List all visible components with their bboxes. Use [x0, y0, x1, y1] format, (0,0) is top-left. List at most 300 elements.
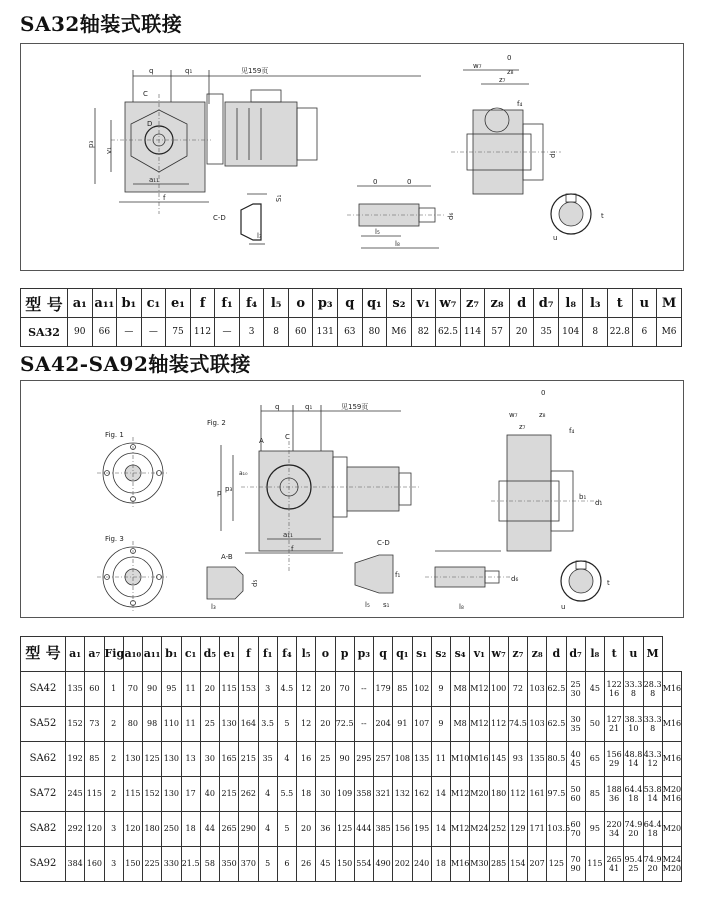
header-cell: f: [190, 289, 215, 318]
value-cell: 30: [316, 777, 335, 812]
value-cell: 3: [104, 812, 123, 847]
value-cell: 195: [412, 812, 431, 847]
value-cell: 285: [489, 847, 508, 882]
table-row: [21, 707, 682, 742]
value-cell: 265: [220, 812, 239, 847]
value-cell: 20: [200, 672, 219, 707]
sa42-sa92-dimension-drawing: [21, 381, 683, 617]
value-cell: —: [141, 318, 166, 347]
value-cell: 180: [489, 777, 508, 812]
value-cell: 95: [585, 812, 604, 847]
header-cell: v₁: [470, 637, 489, 672]
value-cell: 66: [92, 318, 117, 347]
value-cell: 103.5: [547, 812, 566, 847]
header-cell: f₁: [215, 289, 240, 318]
header-cell: l₃: [583, 289, 608, 318]
dim-w7: w₇: [473, 62, 482, 70]
value-cell: 12: [297, 707, 316, 742]
value-cell: 444: [354, 812, 373, 847]
value-cell: 130: [220, 707, 239, 742]
value-cell: 60 70: [566, 812, 585, 847]
label-fig2: Fig. 2: [207, 419, 226, 427]
value-cell: 262: [239, 777, 258, 812]
dim2-q: q: [275, 403, 280, 411]
table-row: [21, 812, 682, 847]
value-cell: 171: [528, 812, 547, 847]
value-cell: 3: [239, 318, 264, 347]
value-cell: 25: [316, 742, 335, 777]
value-cell: 82: [411, 318, 436, 347]
header-cell: Fig: [104, 637, 123, 672]
label2-a: A: [259, 437, 264, 445]
value-cell: 109: [335, 777, 354, 812]
header-cell: d: [547, 637, 566, 672]
value-cell: 240: [412, 847, 431, 882]
value-cell: 73: [85, 707, 104, 742]
value-cell: 102: [412, 672, 431, 707]
value-cell: 30 35: [566, 707, 585, 742]
header-cell: c₁: [141, 289, 166, 318]
model-cell: SA32: [21, 318, 68, 347]
header-cell: o: [288, 289, 313, 318]
dim2-s1: s₁: [383, 601, 390, 609]
dim2-f: f: [291, 545, 294, 553]
value-cell: 30: [200, 742, 219, 777]
model-cell: SA82: [21, 812, 66, 847]
dim-t: t: [601, 212, 604, 220]
value-cell: 43.3 12: [643, 742, 662, 777]
dim-f: f: [163, 194, 166, 202]
value-cell: 95: [162, 672, 181, 707]
value-cell: 8: [583, 318, 608, 347]
header-cell: d₅: [200, 637, 219, 672]
value-cell: 97.5: [547, 777, 566, 812]
value-cell: 131: [313, 318, 338, 347]
header-cell: a₁: [66, 637, 85, 672]
header-cell: l₅: [264, 289, 289, 318]
value-cell: 90: [143, 672, 162, 707]
label2-cd: C-D: [377, 539, 390, 547]
value-cell: M12: [470, 672, 489, 707]
value-cell: 50: [585, 707, 604, 742]
value-cell: 98: [143, 707, 162, 742]
value-cell: 358: [354, 777, 373, 812]
value-cell: 72: [508, 672, 527, 707]
value-cell: 108: [393, 742, 412, 777]
header-cell: a₇: [85, 637, 104, 672]
value-cell: 63: [338, 318, 363, 347]
value-cell: 252: [489, 812, 508, 847]
value-cell: M6: [657, 318, 682, 347]
value-cell: M20 M16: [662, 777, 681, 812]
value-cell: 4: [258, 777, 277, 812]
header-cell: p: [335, 637, 354, 672]
value-cell: 3: [104, 847, 123, 882]
value-cell: 20: [297, 812, 316, 847]
value-cell: 40: [200, 777, 219, 812]
model-cell: SA42: [21, 672, 66, 707]
header-cell: q: [338, 289, 363, 318]
value-cell: 554: [354, 847, 373, 882]
value-cell: 3: [258, 672, 277, 707]
value-cell: 180: [143, 812, 162, 847]
value-cell: 22.8: [608, 318, 633, 347]
value-cell: M12: [451, 777, 470, 812]
value-cell: 295: [354, 742, 373, 777]
dim-v1: v₁: [105, 147, 113, 154]
value-cell: 2: [104, 742, 123, 777]
value-cell: 36: [316, 812, 335, 847]
value-cell: 245: [66, 777, 85, 812]
dim-d1: d₁: [549, 150, 557, 158]
table-row: [21, 742, 682, 777]
dim2-f1: f₁: [395, 571, 401, 579]
value-cell: 62.5: [547, 672, 566, 707]
header-cell: z₈: [528, 637, 547, 672]
value-cell: 5.5: [277, 777, 296, 812]
value-cell: 16: [297, 742, 316, 777]
dim2-p: p: [217, 489, 222, 497]
value-cell: 321: [374, 777, 393, 812]
value-cell: 80: [362, 318, 387, 347]
table-row: [21, 672, 682, 707]
value-cell: M20: [662, 812, 681, 847]
dim2-a11: a₁₁: [283, 531, 293, 539]
value-cell: 6: [632, 318, 657, 347]
dim-l8: l₈: [395, 240, 400, 248]
value-cell: 35: [258, 742, 277, 777]
dim2-d5: d₅: [251, 579, 259, 587]
value-cell: —: [117, 318, 142, 347]
dim2-l8: l₈: [459, 603, 464, 611]
value-cell: 20: [316, 672, 335, 707]
dim-d6: d₆: [447, 212, 455, 220]
value-cell: 152: [66, 707, 85, 742]
header-cell: f₁: [258, 637, 277, 672]
value-cell: M20: [470, 777, 489, 812]
value-cell: 490: [374, 847, 393, 882]
value-cell: 215: [239, 742, 258, 777]
value-cell: 6: [277, 847, 296, 882]
value-cell: M16: [451, 847, 470, 882]
value-cell: 115: [123, 777, 142, 812]
value-cell: 18: [431, 847, 450, 882]
dim2-z8: z₈: [539, 411, 546, 419]
header-cell: o: [316, 637, 335, 672]
dim-s1: S₁: [275, 194, 283, 202]
value-cell: --: [354, 707, 373, 742]
value-cell: 265 41: [605, 847, 624, 882]
value-cell: 18: [181, 812, 200, 847]
value-cell: 103: [528, 672, 547, 707]
value-cell: 215: [220, 777, 239, 812]
header-cell: M: [657, 289, 682, 318]
table-row: [21, 318, 682, 347]
value-cell: 45: [316, 847, 335, 882]
value-cell: 384: [66, 847, 85, 882]
header-cell: f₄: [239, 289, 264, 318]
value-cell: M16: [662, 672, 681, 707]
label-fig1: Fig. 1: [105, 431, 124, 439]
dim2-q1: q₁: [305, 403, 313, 411]
header-cell: z₈: [485, 289, 510, 318]
value-cell: 153: [239, 672, 258, 707]
value-cell: M12: [470, 707, 489, 742]
dim-z7: z₇: [499, 76, 506, 84]
value-cell: 28.3 8: [643, 672, 662, 707]
dim-z8: z₈: [507, 68, 514, 76]
dim-p3: p₃: [87, 140, 95, 148]
value-cell: 330: [162, 847, 181, 882]
value-cell: 57: [485, 318, 510, 347]
value-cell: 385: [374, 812, 393, 847]
label2-ab: A-B: [221, 553, 233, 561]
value-cell: 70: [123, 672, 142, 707]
value-cell: M6: [387, 318, 412, 347]
table-row: [21, 847, 682, 882]
value-cell: 4.5: [277, 672, 296, 707]
table-header-row: [21, 289, 682, 318]
value-cell: 80.5: [547, 742, 566, 777]
dim-q: q: [149, 67, 154, 75]
value-cell: 250: [162, 812, 181, 847]
value-cell: 3.5: [258, 707, 277, 742]
value-cell: 207: [528, 847, 547, 882]
header-cell: l₈: [558, 289, 583, 318]
header-cell: l₈: [585, 637, 604, 672]
header-cell: q₁: [362, 289, 387, 318]
value-cell: 107: [412, 707, 431, 742]
value-cell: 5: [258, 847, 277, 882]
value-cell: 35: [534, 318, 559, 347]
value-cell: M24: [470, 812, 489, 847]
value-cell: 60: [288, 318, 313, 347]
header-cell: v₁: [411, 289, 436, 318]
value-cell: 112: [190, 318, 215, 347]
header-cell: u: [624, 637, 643, 672]
value-cell: 125: [143, 742, 162, 777]
value-cell: M24 M20: [662, 847, 681, 882]
header-cell: M: [643, 637, 662, 672]
value-cell: M16: [470, 742, 489, 777]
value-cell: 20: [509, 318, 534, 347]
value-cell: 13: [181, 742, 200, 777]
value-cell: 33.3 8: [624, 672, 643, 707]
value-cell: 114: [460, 318, 485, 347]
value-cell: 127 21: [605, 707, 624, 742]
value-cell: 18: [297, 777, 316, 812]
header-cell: z₇: [460, 289, 485, 318]
value-cell: 115: [220, 672, 239, 707]
value-cell: 64.4 18: [624, 777, 643, 812]
value-cell: 156 29: [605, 742, 624, 777]
value-cell: 44: [200, 812, 219, 847]
value-cell: 179: [374, 672, 393, 707]
header-cell: t: [605, 637, 624, 672]
sa42-sa92-spec-table: [20, 636, 682, 882]
header-cell: l₅: [297, 637, 316, 672]
header-cell: s₂: [431, 637, 450, 672]
value-cell: 21.5: [181, 847, 200, 882]
value-cell: 90: [335, 742, 354, 777]
header-cell: p₃: [313, 289, 338, 318]
value-cell: 60: [85, 672, 104, 707]
value-cell: 9: [431, 707, 450, 742]
value-cell: 161: [528, 777, 547, 812]
value-cell: 48.8 14: [624, 742, 643, 777]
value-cell: 33.3 8: [643, 707, 662, 742]
dim-l5: l₅: [375, 228, 380, 236]
value-cell: 225: [143, 847, 162, 882]
section2-title: SA42-SA92轴装式联接: [20, 352, 251, 376]
header-cell: u: [632, 289, 657, 318]
value-cell: 112: [508, 777, 527, 812]
dim-l3: l₃: [257, 232, 262, 240]
dim2-f4: f₄: [569, 427, 575, 435]
header-cell: a₁₀: [123, 637, 142, 672]
value-cell: 90: [68, 318, 93, 347]
value-cell: 93: [508, 742, 527, 777]
value-cell: 64.4 18: [643, 812, 662, 847]
value-cell: 125: [547, 847, 566, 882]
value-cell: 11: [181, 672, 200, 707]
value-cell: 50 60: [566, 777, 585, 812]
value-cell: 125: [335, 812, 354, 847]
model-cell: SA92: [21, 847, 66, 882]
value-cell: 70 90: [566, 847, 585, 882]
value-cell: M16: [662, 707, 681, 742]
value-cell: 350: [220, 847, 239, 882]
value-cell: 58: [200, 847, 219, 882]
value-cell: M8: [451, 672, 470, 707]
model-cell: SA62: [21, 742, 66, 777]
value-cell: M10: [451, 742, 470, 777]
value-cell: 74.9 20: [624, 812, 643, 847]
value-cell: 130: [123, 742, 142, 777]
dim-u: u: [553, 234, 558, 242]
dim2-w7: w₇: [509, 411, 518, 419]
value-cell: 130: [162, 742, 181, 777]
header-cell: t: [608, 289, 633, 318]
value-cell: 95.4 25: [624, 847, 643, 882]
header-cell: f: [239, 637, 258, 672]
header-cell: a₁₁: [143, 637, 162, 672]
dim2-d1: d₁: [595, 499, 603, 507]
value-cell: 120: [123, 812, 142, 847]
dim2-l3: l₃: [211, 603, 216, 611]
dim2-a10: a₁₀: [239, 470, 248, 477]
value-cell: 152: [143, 777, 162, 812]
dim2-d6: d₆: [511, 575, 519, 583]
value-cell: 150: [123, 847, 142, 882]
value-cell: 38.3 10: [624, 707, 643, 742]
value-cell: 91: [393, 707, 412, 742]
value-cell: 40 45: [566, 742, 585, 777]
value-cell: 70: [335, 672, 354, 707]
value-cell: --: [354, 672, 373, 707]
value-cell: 25: [200, 707, 219, 742]
table-header-row: [21, 637, 682, 672]
header-model: 型 号: [21, 289, 68, 318]
value-cell: 26: [297, 847, 316, 882]
value-cell: 8: [264, 318, 289, 347]
sa32-spec-table: [20, 288, 682, 347]
value-cell: 5: [277, 812, 296, 847]
value-cell: 204: [374, 707, 393, 742]
dim2-u: u: [561, 603, 566, 611]
dim-a11: a₁₁: [149, 176, 159, 184]
header-cell: a₁: [68, 289, 93, 318]
label2-c: C: [285, 433, 290, 441]
value-cell: 14: [431, 812, 450, 847]
value-cell: M30: [470, 847, 489, 882]
sa32-dimension-drawing: [21, 44, 683, 270]
value-cell: 75: [166, 318, 191, 347]
value-cell: 120: [85, 812, 104, 847]
value-cell: 25 30: [566, 672, 585, 707]
value-cell: 115: [585, 847, 604, 882]
label-d: D: [147, 120, 153, 128]
value-cell: 150: [335, 847, 354, 882]
header-cell: b₁: [117, 289, 142, 318]
value-cell: 154: [508, 847, 527, 882]
dim2-t: t: [607, 579, 610, 587]
value-cell: 14: [431, 777, 450, 812]
value-cell: 65: [585, 742, 604, 777]
value-cell: 74.9 20: [643, 847, 662, 882]
value-cell: 85: [85, 742, 104, 777]
header-cell: s₄: [451, 637, 470, 672]
value-cell: 220 34: [605, 812, 624, 847]
value-cell: —: [215, 318, 240, 347]
value-cell: 160: [85, 847, 104, 882]
model-cell: SA52: [21, 707, 66, 742]
value-cell: 74.5: [508, 707, 527, 742]
model-cell: SA72: [21, 777, 66, 812]
value-cell: 11: [431, 742, 450, 777]
header-cell: w₇: [489, 637, 508, 672]
header-cell: c₁: [181, 637, 200, 672]
value-cell: 110: [162, 707, 181, 742]
value-cell: 9: [431, 672, 450, 707]
value-cell: 85: [585, 777, 604, 812]
header-cell: d₇: [566, 637, 585, 672]
value-cell: 129: [508, 812, 527, 847]
value-cell: 188 36: [605, 777, 624, 812]
value-cell: 145: [489, 742, 508, 777]
header-cell: w₇: [436, 289, 461, 318]
value-cell: 5: [277, 707, 296, 742]
value-cell: 80: [123, 707, 142, 742]
value-cell: 135: [66, 672, 85, 707]
value-cell: 12: [297, 672, 316, 707]
header-cell: e₁: [220, 637, 239, 672]
value-cell: 156: [393, 812, 412, 847]
value-cell: 115: [85, 777, 104, 812]
table-row: [21, 777, 682, 812]
header-cell: z₇: [508, 637, 527, 672]
value-cell: 135: [412, 742, 431, 777]
value-cell: 290: [239, 812, 258, 847]
value-cell: 72.5: [335, 707, 354, 742]
value-cell: 132: [393, 777, 412, 812]
value-cell: 202: [393, 847, 412, 882]
value-cell: 135: [528, 742, 547, 777]
value-cell: 2: [104, 777, 123, 812]
section1-title: SA32轴装式联接: [20, 12, 183, 36]
header-cell: b₁: [162, 637, 181, 672]
value-cell: 122 16: [605, 672, 624, 707]
